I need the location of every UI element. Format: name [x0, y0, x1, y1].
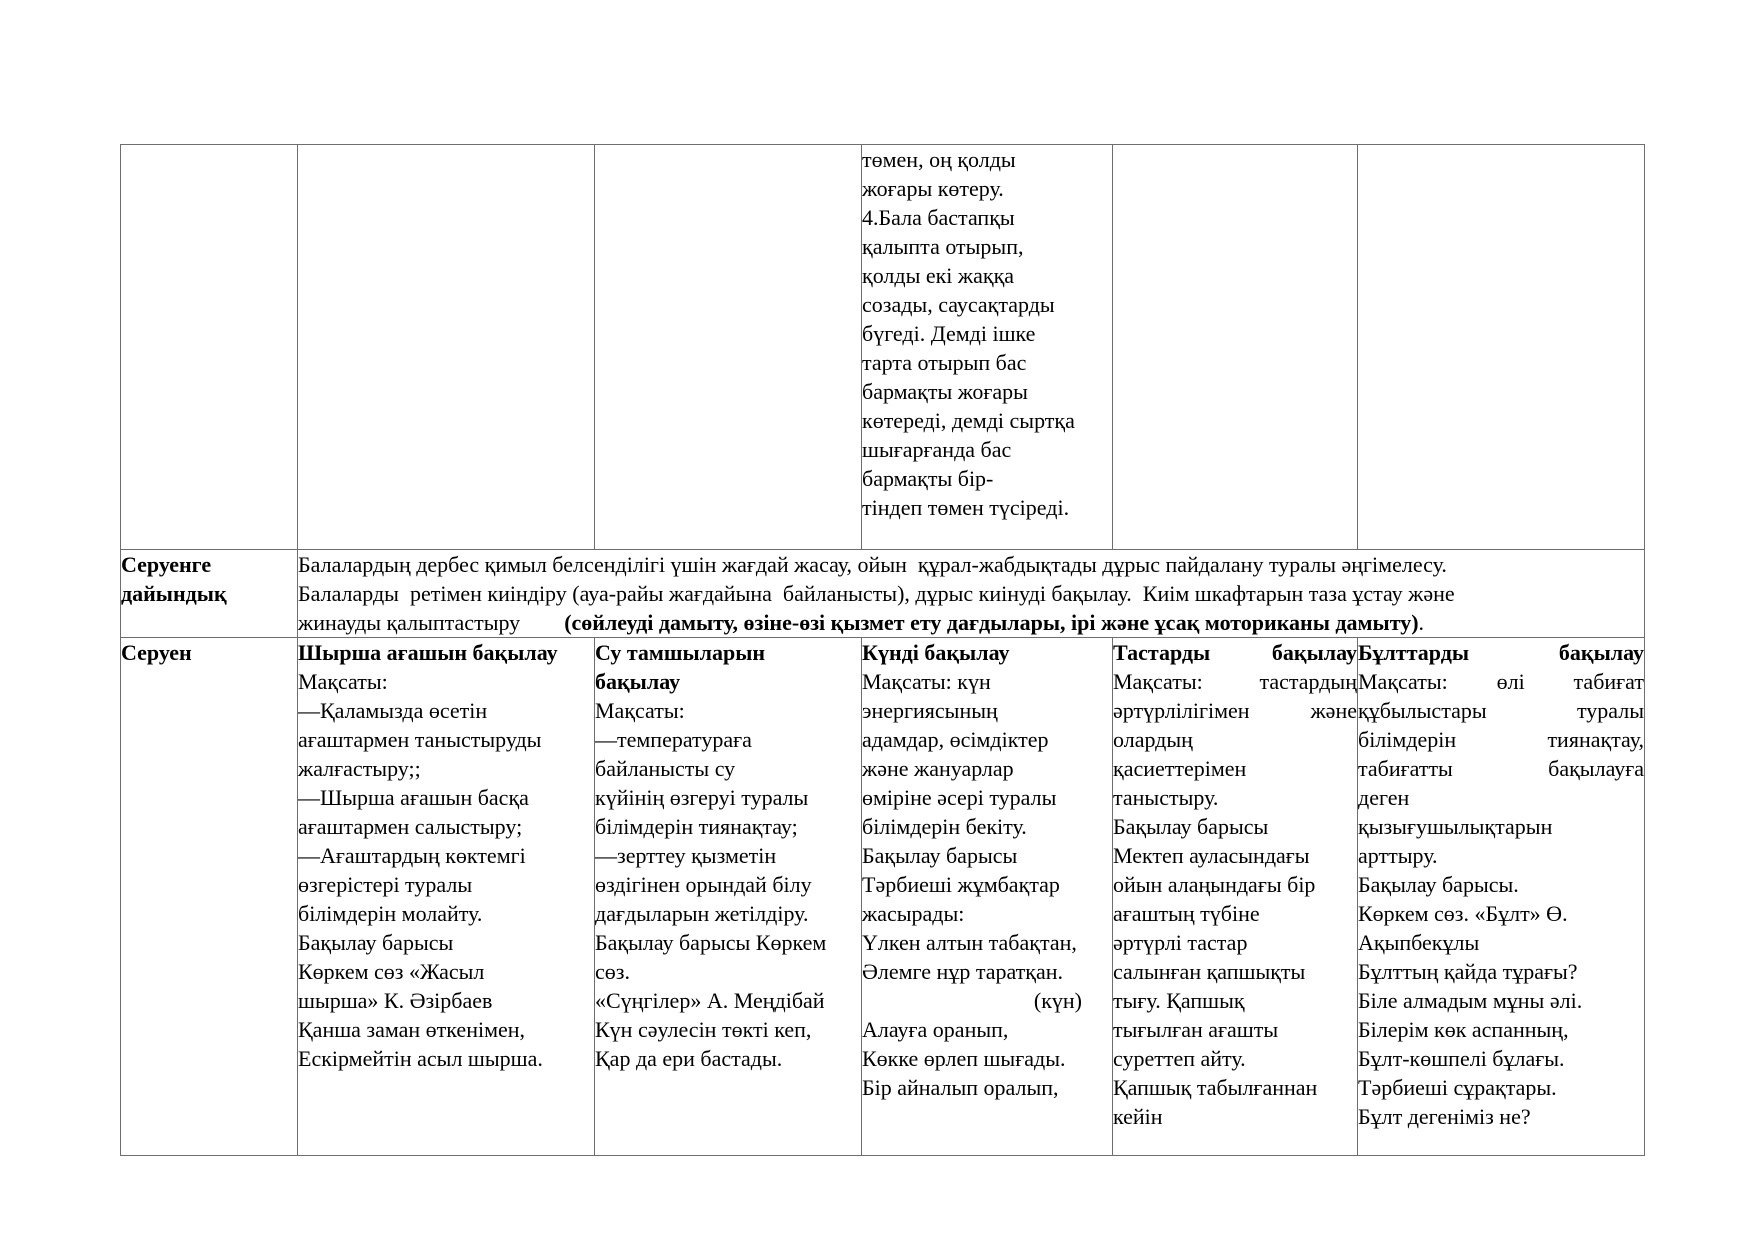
text-line: Ақыпбекұлы [1358, 930, 1480, 955]
text-word: өлі [1496, 669, 1525, 694]
justified-line [1358, 754, 1644, 783]
table-cell [298, 145, 595, 550]
text-line: Бір айналып оралып, [862, 1075, 1059, 1100]
activity-body [1358, 667, 1644, 783]
justified-line [1358, 725, 1644, 754]
text-line: ойын алаңындағы бір [1113, 872, 1316, 897]
text-line: қалыпта отырып, [862, 234, 1024, 259]
text-word: Мақсаты: [1113, 669, 1203, 694]
text-line: байланысты су [595, 756, 736, 781]
daily-plan-table [120, 144, 1645, 1156]
text-line: Бұлт дегеніміз не? [1358, 1104, 1531, 1129]
text-word: тастардың [1259, 669, 1357, 694]
justified-line [1113, 696, 1357, 725]
activity-body [298, 667, 594, 1073]
text-line: білімдерін молайту. [298, 901, 483, 926]
walk-col-fir-tree [298, 638, 595, 1156]
text-line: энергиясының [862, 698, 998, 723]
text-line: Мақсаты: күн [862, 669, 991, 694]
text-line: Тәрбиеші сұрақтары. [1358, 1075, 1557, 1100]
text-line: шығарғанда бас [862, 437, 1012, 462]
text-word: туралы [1576, 698, 1644, 723]
row-label-line: Серуен [121, 640, 192, 665]
justified-line [1358, 696, 1644, 725]
text-line: және жануарлар [862, 756, 1014, 781]
text-line: бармақты бір- [862, 466, 994, 491]
text-line: олардың [1113, 727, 1193, 752]
text-line: жоғары көтеру. [862, 176, 1004, 201]
row-label-line: дайындық [121, 581, 227, 606]
title-word: Тастарды [1113, 640, 1211, 665]
title-word: бақылау [1271, 640, 1357, 665]
activity-title: Күнді бақылау [862, 640, 1010, 665]
text-line: Біле алмадым мұны әлі. [1358, 988, 1583, 1013]
text-line: тығу. Қапшық [1113, 988, 1245, 1013]
text-word: құбылыстары [1358, 698, 1487, 723]
table-cell [862, 145, 1113, 550]
text-line: Білерім көк аспанның, [1358, 1017, 1569, 1042]
activity-body [1113, 667, 1357, 725]
justified-line [1113, 667, 1357, 696]
text-line: —зерттеу қызметін [595, 843, 777, 868]
title-word: Бұлттарды [1358, 640, 1470, 665]
text-word: әртүрлілігімен [1113, 698, 1250, 723]
text-line: Көкке өрлеп шығады. [862, 1046, 1066, 1071]
justified-line [1358, 667, 1644, 696]
text-line: Мектеп ауласындағы [1113, 843, 1310, 868]
table-row [121, 145, 1645, 550]
text-line: жасырады: [862, 901, 965, 926]
text-line: —Қаламызда өсетін [298, 698, 488, 723]
text-word: Мақсаты: [1358, 669, 1448, 694]
table-row [121, 550, 1645, 638]
text-line: Тәрбиеші жұмбақтар [862, 872, 1060, 897]
walk-col-water-drops [595, 638, 862, 1156]
text-line: Бақылау барысы. [1358, 872, 1519, 897]
text-line: Қар да ери бастады. [595, 1046, 783, 1071]
text-line: өзгерістері туралы [298, 872, 473, 897]
text-line: Көркем сөз. «Бұлт» Ө. [1358, 901, 1568, 926]
text-line: Мақсаты: [298, 669, 388, 694]
text-line: «Сүңгілер» А. Меңдібай [595, 988, 825, 1013]
text-line: 4.Бала бастапқы [862, 205, 1015, 230]
activity-title [1113, 638, 1357, 667]
text-line: Бұлт-көшпелі бұлағы. [1358, 1046, 1565, 1071]
text-word: білімдерін [1358, 727, 1457, 752]
text-line: бармақты жоғары [862, 379, 1028, 404]
text-line: бүгеді. Демді ішке [862, 321, 1036, 346]
text-line: шырша» К. Әзірбаев [298, 988, 493, 1013]
text-line: ағаштармен таныстыруды [298, 727, 542, 752]
text-line: деген [1358, 785, 1410, 810]
bold-skills-note: (сөйлеуді дамыту, өзіне-өзі қызмет ету дағдылары, ірі және ұсақ моториканы дамыту) [564, 610, 1419, 635]
text-line: Бақылау барысы Көркем [595, 930, 827, 955]
text-line: Бұлттың қайда тұрағы? [1358, 959, 1578, 984]
activity-title: Су тамшыларын [595, 640, 766, 665]
text-line: Қапшық табылғаннан [1113, 1075, 1318, 1100]
text-line: білімдерін бекіту. [862, 814, 1027, 839]
row-label-walk [121, 638, 298, 1156]
text-line: Күн сәулесін төкті кеп, [595, 1017, 812, 1042]
table-cell [1358, 145, 1645, 550]
text-line: Мақсаты: [595, 698, 685, 723]
text-line: әртүрлі тастар [1113, 930, 1248, 955]
text-line: тығылған ағашты [1113, 1017, 1279, 1042]
text-line: Бақылау барысы [298, 930, 454, 955]
text-line: қасиеттерімен [1113, 756, 1247, 781]
riddle-answer: (күн) [1033, 988, 1082, 1013]
text-word: табиғат [1573, 669, 1644, 694]
activity-title [1358, 638, 1644, 667]
activity-body [862, 667, 1112, 986]
text-line: Алауға оранып, [862, 1017, 1009, 1042]
text-line: сөз. [595, 959, 630, 984]
row-label-line: Серуенге [121, 552, 212, 577]
text-line: —температураға [595, 727, 752, 752]
text-line: —Ағаштардың көктемгі [298, 843, 526, 868]
text-line: дағдыларын жетілдіру. [595, 901, 809, 926]
text-line: Көркем сөз «Жасыл [298, 959, 485, 984]
activity-body [862, 1015, 1112, 1102]
text-line: төмен, оң қолды [862, 147, 1016, 172]
text-line: Әлемге нұр таратқан. [862, 959, 1064, 984]
text-fragment: . [1418, 610, 1425, 635]
text-line: өздігінен орындай білу [595, 872, 812, 897]
activity-title: бақылау [595, 669, 681, 694]
text-line: арттыру. [1358, 843, 1438, 868]
text-word: бақылауға [1548, 756, 1644, 781]
activity-body [1113, 725, 1357, 1131]
text-word: тиянақтау, [1547, 727, 1644, 752]
text-line: көтереді, демді сыртқа [862, 408, 1075, 433]
text-line: Балаларды ретімен киіндіру (ауа-райы жағдайына байланысты), дұрыс киінуді бақылау. Киім шкафтарын таза ұстау және [298, 581, 1455, 606]
text-line: тіндеп төмен түсіреді. [862, 495, 1070, 520]
text-line: ағаштың түбіне [1113, 901, 1260, 926]
row-label-prep [121, 550, 298, 638]
text-word: табиғатты [1358, 756, 1453, 781]
prep-description-cell [298, 550, 1645, 638]
activity-title: Шырша ағашын бақылау [298, 640, 558, 665]
walk-col-sun [862, 638, 1113, 1156]
text-line: созады, саусақтарды [862, 292, 1055, 317]
text-line: Қанша заман өткенімен, [298, 1017, 526, 1042]
text-line: өміріне әсері туралы [862, 785, 1057, 810]
text-line: тарта отырып бас [862, 350, 1027, 375]
text-line: Бақылау барысы [862, 843, 1018, 868]
text-line: адамдар, өсімдіктер [862, 727, 1049, 752]
title-word: бақылау [1558, 640, 1644, 665]
text-line: Бақылау барысы [1113, 814, 1269, 839]
text-line: Балалардың дербес қимыл белсенділігі үшін жағдай жасау, ойын құрал-жабдықтады дұрыс пайдалану туралы әңгімелесу. [298, 552, 1447, 577]
table-cell [121, 145, 298, 550]
activity-body [1358, 783, 1644, 1131]
text-line: суреттеп айту. [1113, 1046, 1246, 1071]
text-word: және [1310, 698, 1357, 723]
table-cell [1113, 145, 1358, 550]
text-line: кейін [1113, 1104, 1163, 1129]
text-line: қолды екі жаққа [862, 263, 1015, 288]
text-line: білімдерін тиянақтау; [595, 814, 798, 839]
text-line: салынған қапшықты [1113, 959, 1306, 984]
walk-col-stones [1113, 638, 1358, 1156]
text-line: жалғастыру;; [298, 756, 421, 781]
exercise-text-cell [862, 145, 1112, 522]
text-line: ағаштармен салыстыру; [298, 814, 523, 839]
text-line: Үлкен алтын табақтан, [862, 930, 1077, 955]
table-row [121, 638, 1645, 1156]
activity-body [595, 696, 861, 1073]
text-line: күйінің өзгеруі туралы [595, 785, 809, 810]
table-cell [595, 145, 862, 550]
text-line [298, 608, 1644, 637]
text-line: таныстыру. [1113, 785, 1219, 810]
text-line: —Шырша ағашын басқа [298, 785, 529, 810]
text-fragment: жинауды қалыптастыру [298, 610, 565, 635]
text-line: Ескірмейтін асыл шырша. [298, 1046, 543, 1071]
walk-col-clouds [1358, 638, 1645, 1156]
text-line: қызығушылықтарын [1358, 814, 1553, 839]
